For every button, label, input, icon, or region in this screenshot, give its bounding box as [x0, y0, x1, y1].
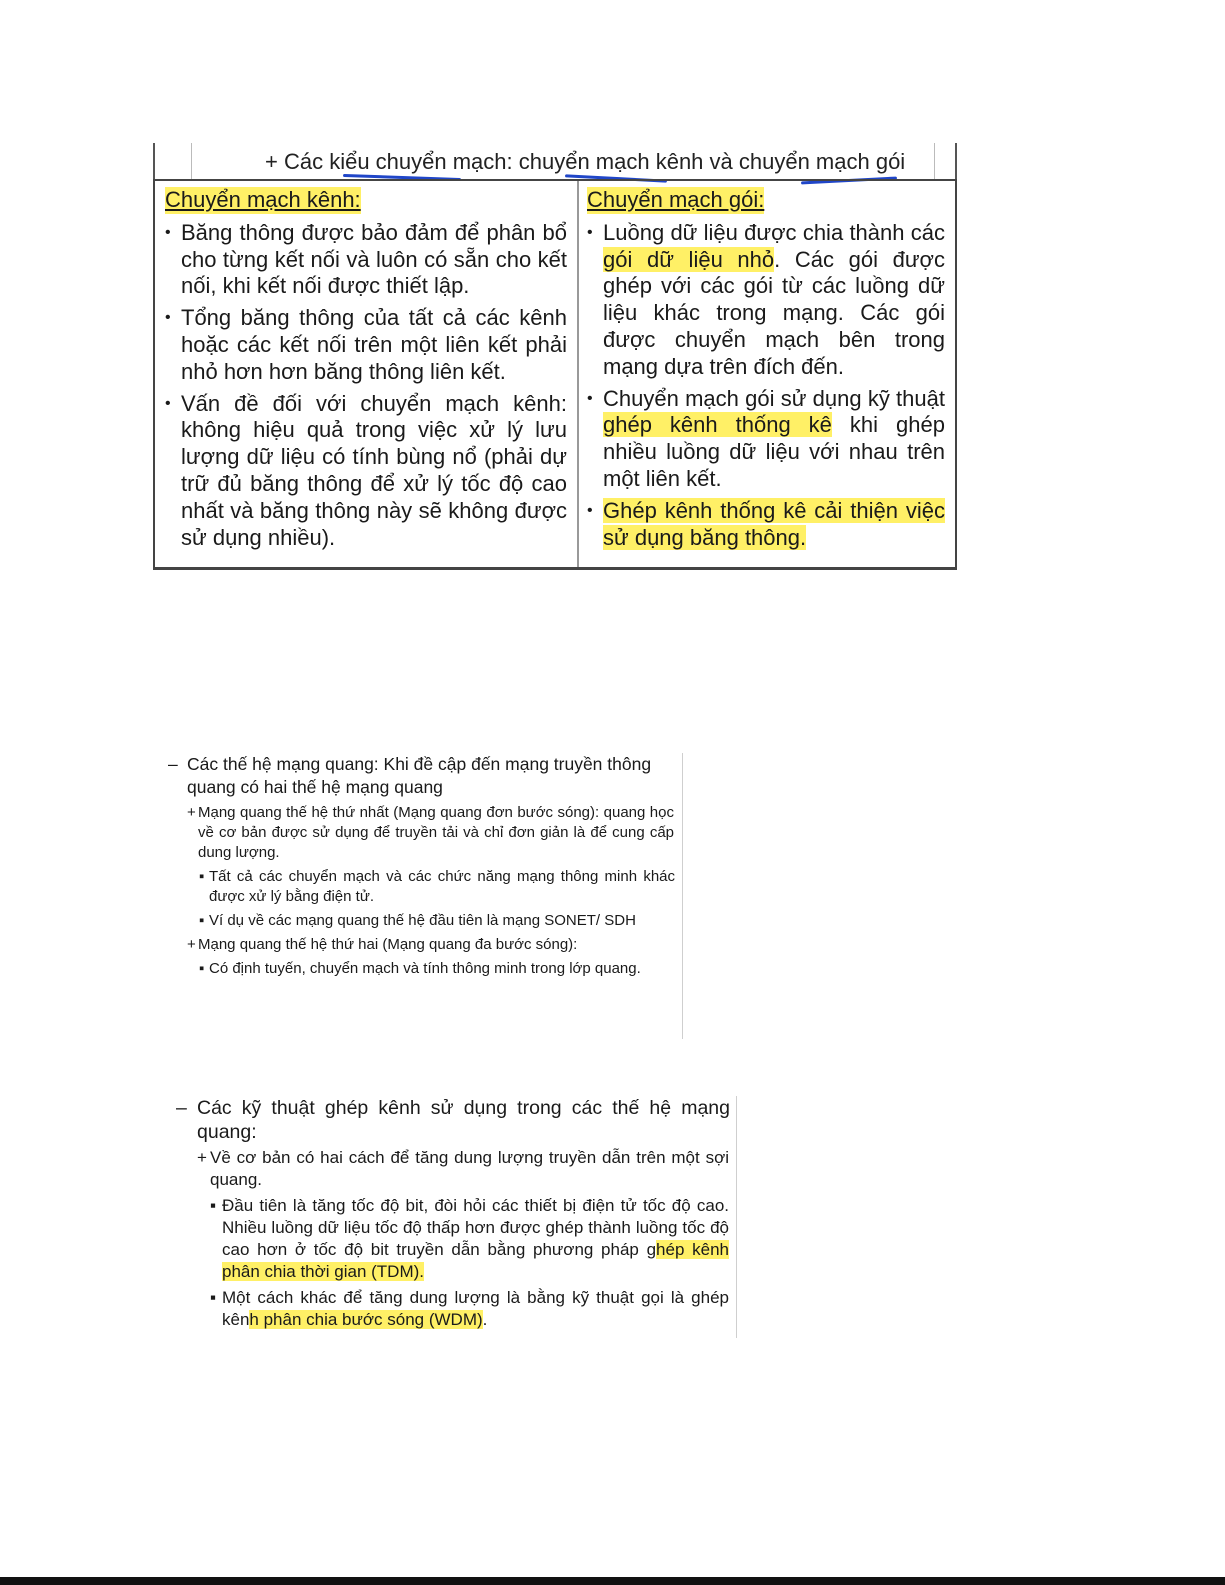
point-text: Một cách khác để tăng dung lượng là bằng kỹ thuật gọi là ghép kên	[222, 1288, 729, 1329]
wdm-point	[176, 1287, 729, 1331]
circuit-bullet: • Băng thông được bảo đảm để phân bổ cho từng kết nối và luôn có sẵn cho kết nối, khi kết nối được thiết lập.	[165, 220, 567, 300]
switching-types-heading: + Các kiểu chuyển mạch: chuyển mạch kênh và chuyển mạch gói	[265, 149, 906, 174]
point-text: Đầu tiên là tăng tốc độ bit, đòi hỏi các thiết bị điện tử tốc độ cao. Nhiều luồng dữ liệu tốc độ thấp hơn được ghép thành luồng tốc độ cao hơn ở tốc độ bit truyền dẫn bằng phương pháp g	[222, 1196, 729, 1259]
highlight: Ghép kênh thống kê cải thiện việc sử dụng băng thông.	[603, 497, 945, 550]
square-bullet-icon: ▪	[199, 912, 205, 929]
first-generation-point	[168, 867, 675, 907]
generations-intro-text: Các thế hệ mạng quang: Khi đề cập đến mạng truyền thông quang có hai thế hệ mạng quang	[187, 754, 652, 797]
point-text: Tất cả các chuyển mạch và các chức năng mạng thông minh khác được xử lý bằng điện tử.	[209, 868, 675, 905]
square-bullet-icon: ▪	[210, 1196, 217, 1215]
optical-generations	[168, 753, 683, 1039]
capacity-methods	[176, 1147, 729, 1191]
packet-bullet	[587, 386, 945, 493]
packet-switching-column	[587, 187, 945, 556]
capacity-methods-text: Về cơ bản có hai cách để tăng dung lượng truyền dẫn trên một sợi quang.	[210, 1148, 729, 1189]
page-bottom-rule	[0, 1577, 1225, 1585]
highlight: h phân chia bước sóng (WDM)	[249, 1310, 483, 1329]
second-generation-text: Mạng quang thế hệ thứ hai (Mạng quang đa bước sóng):	[198, 936, 578, 953]
second-generation	[168, 935, 674, 955]
packet-bullet-text: . Các gói được ghép với các gói từ các luồng dữ liệu khác trong mạng. Các gói được chuyển mạch bên trong mạng dựa trên đích đến.	[603, 246, 945, 379]
plus-marker: +	[187, 804, 196, 821]
generations-intro	[168, 753, 674, 799]
multiplexing-intro	[176, 1096, 730, 1144]
circuit-bullet: • Vấn đề đối với chuyển mạch kênh: không hiệu quả trong việc xử lý lưu lượng dữ liệu có tính bùng nổ (phải dự trữ đủ băng thông để xử lý tốc độ cao nhất và băng thông này sẽ không được sử dụng nhiều).	[165, 391, 567, 552]
dash-marker: –	[168, 754, 178, 774]
circuit-switching-title: Chuyển mạch kênh:	[165, 187, 361, 212]
point-text: Có định tuyến, chuyển mạch và tính thông minh trong lớp quang.	[209, 960, 641, 977]
multiplexing-intro-text: Các kỹ thuật ghép kênh sử dụng trong các thế hệ mạng quang:	[197, 1097, 730, 1143]
table-frame-left-inner	[191, 143, 192, 179]
first-generation	[168, 803, 674, 863]
second-generation-point	[168, 959, 675, 979]
table-frame-right	[955, 143, 957, 179]
square-bullet-icon: ▪	[210, 1288, 217, 1307]
packet-bullet	[587, 220, 945, 381]
packet-bullet-text: Chuyển mạch gói sử dụng kỹ thuật	[603, 385, 945, 411]
table-frame-left	[153, 143, 155, 179]
dash-marker: –	[176, 1097, 187, 1119]
packet-bullet-text: khi ghép nhiều luồng dữ liệu với nhau trên một liên kết.	[603, 412, 945, 491]
highlight: ghép kênh thống kê	[603, 412, 832, 438]
circuit-bullet: • Tổng băng thông của tất cả các kênh hoặc các kết nối trên một liên kết phải nhỏ hơn hơn băng thông liên kết.	[165, 305, 567, 385]
square-bullet-icon: ▪	[199, 868, 205, 885]
circuit-switching-column	[165, 187, 567, 556]
plus-marker: +	[197, 1148, 207, 1167]
first-generation-point	[168, 911, 675, 931]
first-generation-text: Mạng quang thế hệ thứ nhất (Mạng quang đơn bước sóng): quang học về cơ bản được sử dụng để truyền tải và chỉ đơn giản là để cung cấp dung lượng.	[198, 804, 674, 861]
highlight: hép kênh phân chia thời gian (TDM).	[222, 1240, 729, 1281]
table-frame-right-inner	[934, 143, 935, 179]
comparison-table	[153, 179, 957, 570]
packet-switching-title: Chuyển mạch gói:	[587, 187, 765, 212]
multiplexing-techniques	[176, 1096, 737, 1338]
switching-comparison	[153, 143, 957, 569]
point-text: .	[482, 1310, 488, 1329]
column-divider	[577, 181, 579, 567]
tdm-point	[176, 1195, 729, 1283]
point-text: Ví dụ về các mạng quang thế hệ đầu tiên là mạng SONET/ SDH	[209, 912, 636, 929]
plus-marker: +	[187, 936, 196, 953]
packet-bullet	[587, 498, 945, 552]
packet-bullet-text: Luồng dữ liệu được chia thành các	[603, 219, 945, 245]
highlight: gói dữ liệu nhỏ	[603, 246, 775, 272]
square-bullet-icon: ▪	[199, 960, 205, 977]
